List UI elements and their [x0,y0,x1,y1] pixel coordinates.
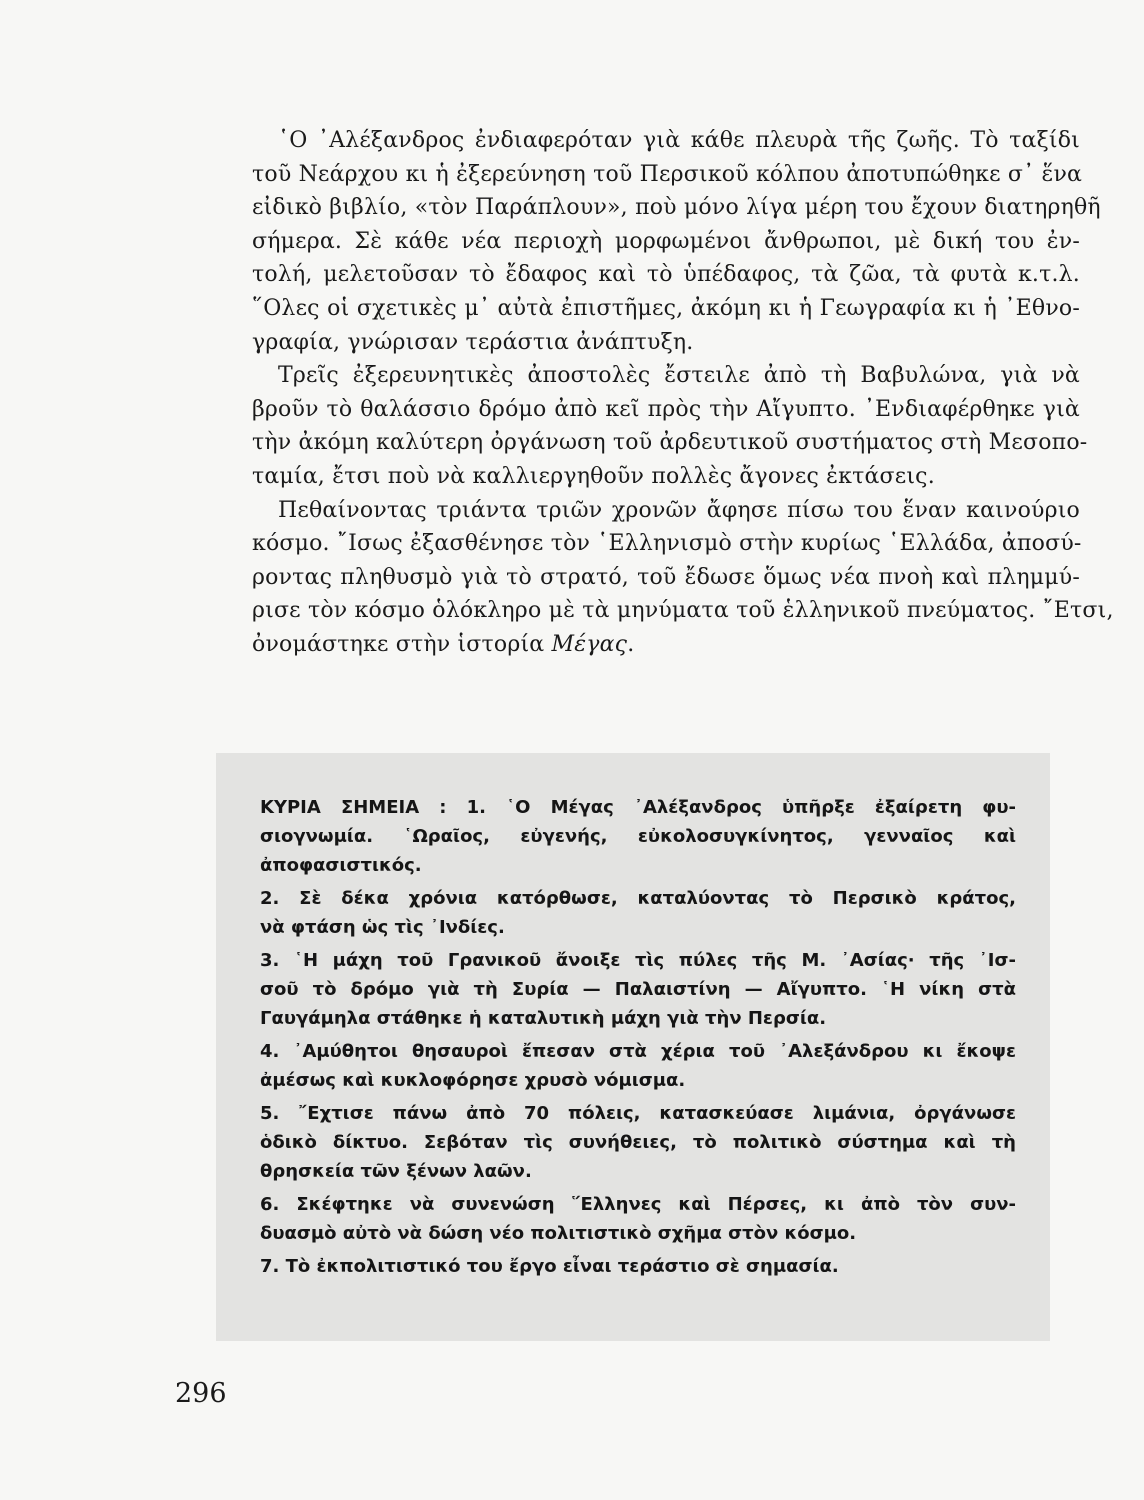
main-text [252,124,1114,662]
text-line: ρισε τὸν κόσμο ὁλόκληρο μὲ τὰ μηνύματα τοῦ ἑλληνικοῦ πνεύματος. ῎Ετσι, [252,598,1114,624]
text-line-final [252,628,1080,662]
text-line: βροῦν τὸ θαλάσσιο δρόμο ἀπὸ κεῖ πρὸς τὴν Αἴγυπτο. ᾿Ενδιαφέρθηκε γιὰ [252,396,1080,422]
summary-item-1 [260,793,1016,880]
summary-line: ΚΥΡΙΑ ΣΗΜΕΙΑ : 1. ῾Ο Μέγας ᾿Αλέξανδρος ὑπῆρξε ἐξαίρετη φυ- [260,797,1016,818]
text-line: τολή, μελετοῦσαν τὸ ἔδαφος καὶ τὸ ὑπέδαφος, τὰ ζῶα, τὰ φυτὰ κ.τ.λ. [252,262,1080,288]
italic-title-megas: Μέγας [551,631,628,657]
text-line: ῞Ολες οἱ σχετικὲς μ᾿ αὐτὰ ἐπιστῆμες, ἀκόμη κι ἡ Γεωγραφία κι ἡ ᾿Εθνο- [252,295,1080,321]
paragraph-3 [252,494,1114,662]
summary-line: Γαυγάμηλα στάθηκε ἡ καταλυτικὴ μάχη γιὰ τὴν Περσία. [260,1008,827,1029]
summary-item-3 [260,946,1016,1033]
text-line: σήμερα. Σὲ κάθε νέα περιοχὴ μορφωμένοι ἄνθρωποι, μὲ δική του ἐν- [252,228,1080,254]
summary-item-2 [260,884,1016,942]
text-line: ταμία, ἔτσι ποὺ νὰ καλλιεργηθοῦν πολλὲς ἄγονες ἐκτάσεις. [252,463,935,489]
page-number: 296 [175,1378,227,1409]
summary-line: σοῦ τὸ δρόμο γιὰ τὴ Συρία — Παλαιστίνη — Αἴγυπτο. ῾Η νίκη στὰ [260,979,1016,1000]
summary-line: θρησκεία τῶν ξένων λαῶν. [260,1161,532,1182]
text-line: ροντας πληθυσμὸ γιὰ τὸ στρατό, τοῦ ἔδωσε ὅμως νέα πνοὴ καὶ πλημμύ- [252,564,1080,590]
summary-line: δυασμὸ αὐτὸ νὰ δώση νέο πολιτιστικὸ σχῆμα στὸν κόσμο. [260,1223,857,1244]
text-line: ῾Ο ᾿Αλέξανδρος ἐνδιαφερόταν γιὰ κάθε πλευρὰ τῆς ζωῆς. Τὸ ταξίδι [278,128,1080,153]
summary-line: σιογνωμία. ῾Ωραῖος, εὐγενής, εὐκολοσυγκίνητος, γενναῖος καὶ [260,826,1016,847]
summary-box [216,753,1050,1341]
summary-line: ὁδικὸ δίκτυο. Σεβόταν τὶς συνήθειες, τὸ πολιτικὸ σύστημα καὶ τὴ [260,1132,1016,1153]
text-line: Τρεῖς ἐξερευνητικὲς ἀποστολὲς ἔστειλε ἀπὸ τὴ Βαβυλώνα, γιὰ νὰ [278,363,1080,389]
summary-item-7 [260,1252,1016,1281]
text-line: κόσμο. ῎Ισως ἐξασθένησε τὸν ῾Ελληνισμὸ στὴν κυρίως ῾Ελλάδα, ἀποσύ- [252,531,1082,557]
text-line: τοῦ Νεάρχου κι ἡ ἐξερεύνηση τοῦ Περσικοῦ κόλπου ἀποτυπώθηκε σ᾿ ἕνα [252,161,1083,187]
summary-line: 2. Σὲ δέκα χρόνια κατόρθωσε, καταλύοντας τὸ Περσικὸ κράτος, [260,888,1016,909]
summary-line: 6. Σκέφτηκε νὰ συνενώση ῞Ελληνες καὶ Πέρσες, κι ἀπὸ τὸν συν- [260,1194,1016,1215]
summary-item-4 [260,1037,1016,1095]
summary-line: ἀποφασιστικός. [260,855,422,876]
final-line-period: . [627,631,635,657]
summary-line: ἀμέσως καὶ κυκλοφόρησε χρυσὸ νόμισμα. [260,1070,686,1091]
text-line: τὴν ἀκόμη καλύτερη ὀργάνωση τοῦ ἀρδευτικοῦ συστήματος στὴ Μεσοπο- [252,430,1088,456]
summary-item-5 [260,1099,1016,1186]
text-line: εἰδικὸ βιβλίο, «τὸν Παράπλουν», ποὺ μόνο λίγα μέρη του ἔχουν διατηρηθῆ [252,195,1101,221]
text-line: Πεθαίνοντας τριάντα τριῶν χρονῶν ἄφησε πίσω του ἕναν καινούριο [278,497,1080,523]
summary-line: νὰ φτάση ὡς τὶς ᾿Ινδίες. [260,917,505,938]
summary-box-content [260,793,1016,1285]
paragraph-1 [252,124,1101,359]
summary-line: 7. Τὸ ἐκπολιτιστικό του ἔργο εἶναι τεράστιο σὲ σημασία. [260,1256,839,1277]
text-line: γραφία, γνώρισαν τεράστια ἀνάπτυξη. [252,329,694,355]
summary-line: 5. ῎Εχτισε πάνω ἀπὸ 70 πόλεις, κατασκεύασε λιμάνια, ὀργάνωσε [260,1103,1016,1124]
summary-item-6 [260,1190,1016,1248]
summary-line: 4. ᾿Αμύθητοι θησαυροὶ ἔπεσαν στὰ χέρια τοῦ ᾿Αλεξάνδρου κι ἔκοψε [260,1041,1016,1062]
summary-line: 3. ῾Η μάχη τοῦ Γρανικοῦ ἄνοιξε τὶς πύλες τῆς Μ. ᾿Ασίας· τῆς ᾿Ισ- [260,950,1016,971]
paragraph-2 [252,359,1088,493]
final-line-text: ὀνομάστηκε στὴν ἱστορία [252,631,552,657]
